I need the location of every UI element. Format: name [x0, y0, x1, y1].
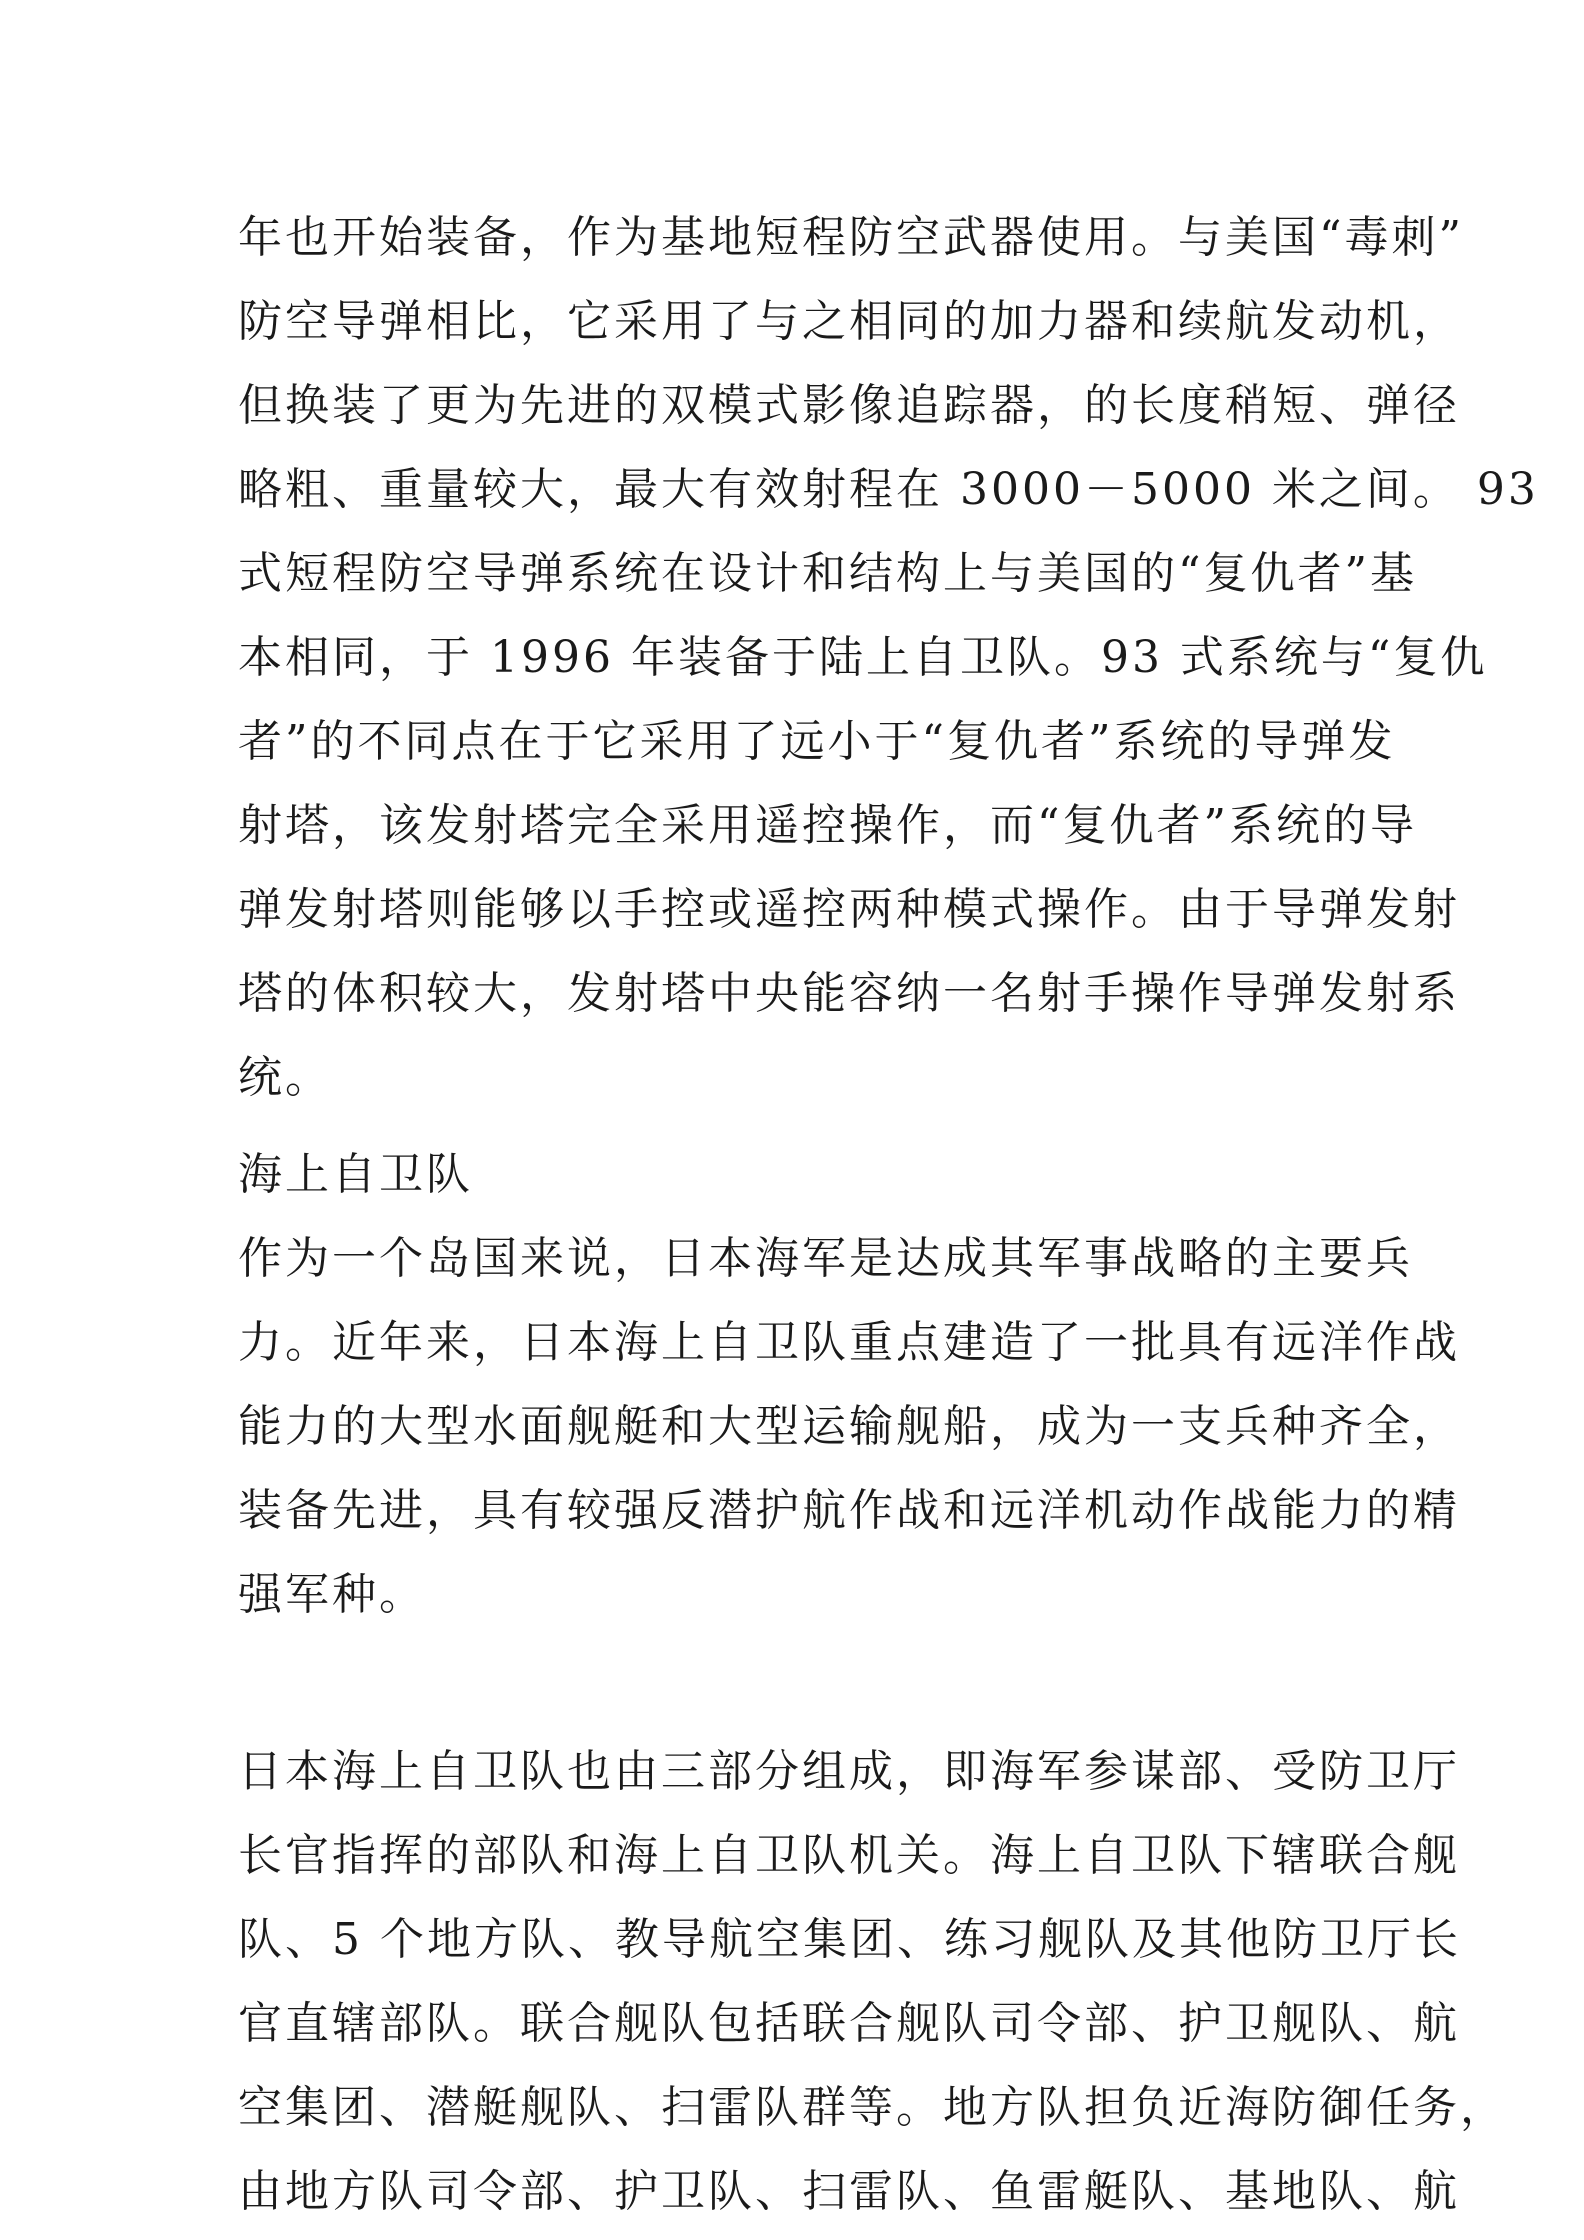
paragraph-organization [238, 1730, 1507, 2234]
text-line: 队、5 个地方队、教导航空集团、练习舰队及其他防卫厅长 [238, 1914, 1461, 1965]
text-line: 年也开始装备，作为基地短程防空武器使用。与美国“毒刺” [238, 212, 1464, 263]
text-line: 弹发射塔则能够以手控或遥控两种模式操作。由于导弹发射 [238, 884, 1460, 935]
text-line: 本相同，于 1996 年装备于陆上自卫队。93 式系统与“复仇 [238, 632, 1488, 683]
text-line: 装备先进，具有较强反潜护航作战和远洋机动作战能力的精 [238, 1485, 1460, 1536]
text-line: 作为一个岛国来说，日本海军是达成其军事战略的主要兵 [238, 1233, 1413, 1284]
text-line: 强军种。 [238, 1569, 426, 1620]
text-line: 统。 [238, 1052, 332, 1103]
section-maritime [238, 1133, 1460, 1637]
text-line: 由地方队司令部、护卫队、扫雷队、鱼雷艇队、基地队、航 [238, 2166, 1460, 2217]
paragraph-air-defense [238, 196, 1539, 1120]
text-line: 但换装了更为先进的双模式影像追踪器，的长度稍短、弹径 [238, 380, 1460, 431]
text-line: 射塔，该发射塔完全采用遥控操作，而“复仇者”系统的导 [238, 800, 1417, 851]
text-line: 官直辖部队。联合舰队包括联合舰队司令部、护卫舰队、航 [238, 1998, 1460, 2049]
text-line: 式短程防空导弹系统在设计和结构上与美国的“复仇者”基 [238, 548, 1417, 599]
text-line: 塔的体积较大，发射塔中央能容纳一名射手操作导弹发射系 [238, 968, 1460, 1019]
text-line: 长官指挥的部队和海上自卫队机关。海上自卫队下辖联合舰 [238, 1830, 1460, 1881]
text-line: 者”的不同点在于它采用了远小于“复仇者”系统的导弹发 [238, 716, 1396, 767]
text-line: 日本海上自卫队也由三部分组成，即海军参谋部、受防卫厅 [238, 1746, 1460, 1797]
text-line: 空集团、潜艇舰队、扫雷队群等。地方队担负近海防御任务， [238, 2082, 1507, 2133]
text-line: 力。近年来，日本海上自卫队重点建造了一批具有远洋作战 [238, 1317, 1460, 1368]
text-line: 略粗、重量较大，最大有效射程在 3000－5000 米之间。 93 [238, 464, 1539, 515]
text-line: 能力的大型水面舰艇和大型运输舰船，成为一支兵种齐全， [238, 1401, 1460, 1452]
section-heading: 海上自卫队 [238, 1149, 473, 1200]
text-line: 防空导弹相比，它采用了与之相同的加力器和续航发动机， [238, 296, 1460, 347]
